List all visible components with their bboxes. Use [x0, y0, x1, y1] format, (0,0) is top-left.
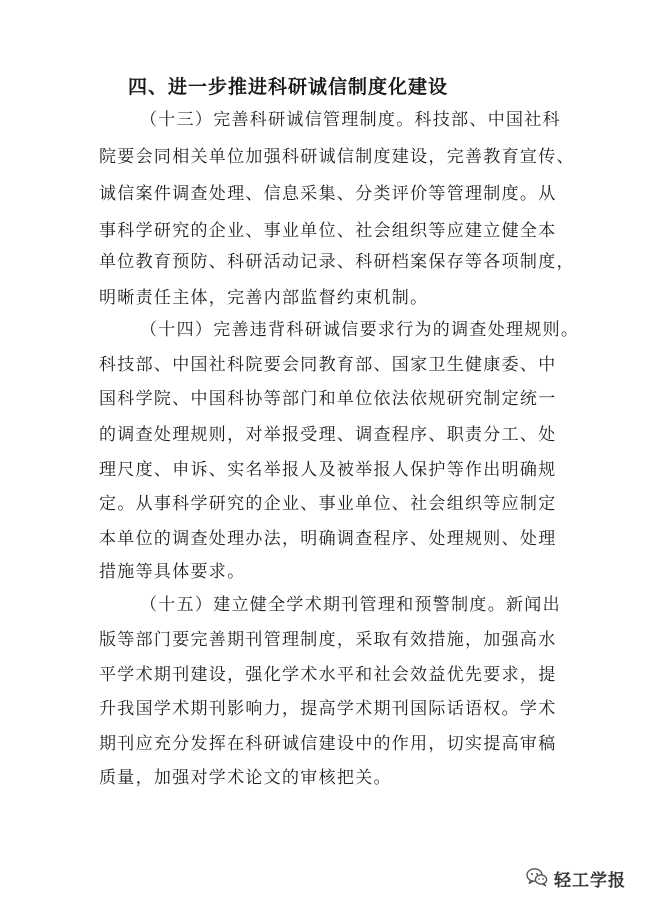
paragraph-line: 期刊应充分发挥在科研诚信建设中的作用，切实提高审稿 [99, 734, 557, 754]
paragraph-line: （十四）完善违背科研诚信要求行为的调查处理规则。 [140, 320, 580, 340]
paragraph-line: 科技部、中国社科院要会同教育部、国家卫生健康委、中 [99, 355, 557, 375]
paragraph-line: 事科学研究的企业、事业单位、社会组织等应建立健全本 [99, 221, 557, 241]
section-heading: 四、进一步推进科研诚信制度化建设 [128, 76, 449, 98]
paragraph-line: 院要会同相关单位加强科研诚信制度建设，完善教育宣传、 [99, 147, 575, 167]
paragraph-line: 理尺度、申诉、实名举报人及被举报人保护等作出明确规 [99, 460, 557, 480]
paragraph-line: （十五）建立健全学术期刊管理和预警制度。新闻出 [140, 595, 561, 615]
paragraph-line: 明晰责任主体，完善内部监督约束机制。 [99, 288, 429, 308]
wechat-icon [526, 867, 548, 891]
paragraph-line: 本单位的调查处理办法，明确调查程序、处理规则、处理 [99, 529, 557, 549]
paragraph-line: 平学术期刊建设，强化学术水平和社会效益优先要求，提 [99, 665, 557, 685]
paragraph-line: 诚信案件调查处理、信息采集、分类评价等管理制度。从 [99, 184, 557, 204]
paragraph-line: 国科学院、中国科协等部门和单位依法依规研究制定统一 [99, 389, 557, 409]
paragraph-line: （十三）完善科研诚信管理制度。科技部、中国社科 [140, 110, 561, 130]
watermark-text: 轻工学报 [554, 871, 626, 891]
paragraph-line: 措施等具体要求。 [99, 562, 246, 582]
paragraph-line: 的调查处理规则，对举报受理、调查程序、职责分工、处 [99, 425, 557, 445]
paragraph-line: 质量，加强对学术论文的审核把关。 [99, 768, 392, 788]
paragraph-line: 单位教育预防、科研活动记录、科研档案保存等各项制度， [99, 252, 575, 272]
paragraph-line: 定。从事科学研究的企业、事业单位、社会组织等应制定 [99, 494, 557, 514]
paragraph-line: 版等部门要完善期刊管理制度，采取有效措施，加强高水 [99, 630, 557, 650]
watermark [526, 866, 626, 891]
paragraph-line: 升我国学术期刊影响力，提高学术期刊国际话语权。学术 [99, 699, 557, 719]
